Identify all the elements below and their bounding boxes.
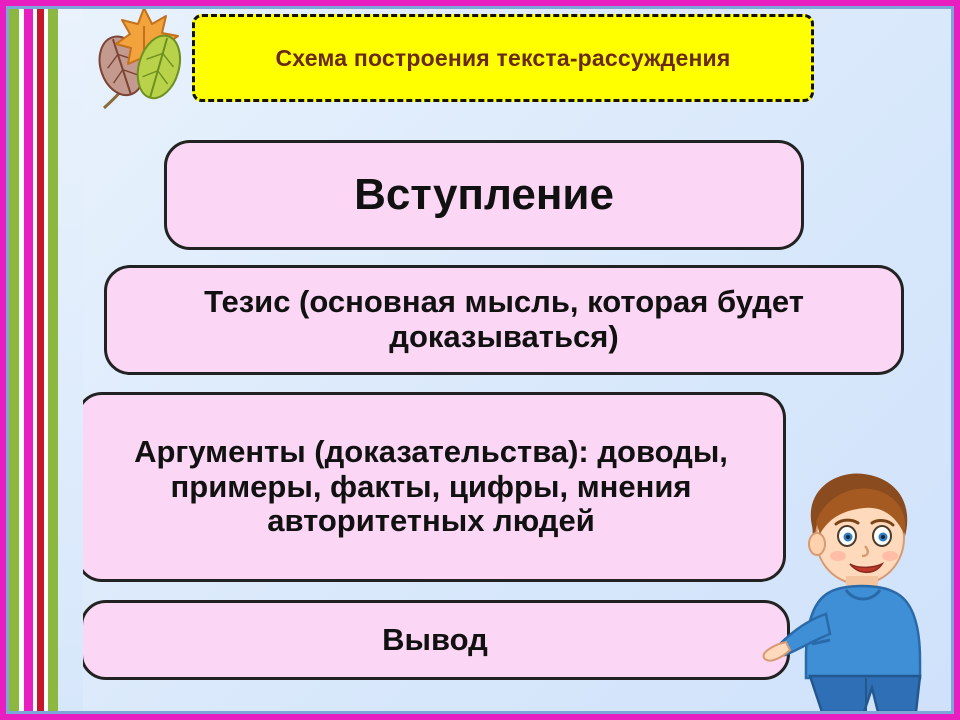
slide-title-banner [192,14,814,102]
diagram-step-arguments-label: Аргументы (доказательства): доводы, примеры, факты, цифры, мнения авторитетных людей [134,433,728,539]
stripe-green-1 [9,9,19,711]
diagram-step-conclusion-label: Вывод [382,621,488,657]
page-title: Схема построения текста-рассуждения [275,44,731,71]
diagram-step-intro-label: Вступление [354,170,614,220]
left-stripe-decoration [9,9,83,711]
stripe-green-2 [48,9,58,711]
stripe-magenta [24,9,33,711]
diagram-step-thesis [104,265,904,375]
boy-character-icon [760,464,950,714]
diagram-step-thesis-label: Тезис (основная мысль, которая будет доказываться) [204,284,804,354]
stripe-background-gap [58,9,83,711]
diagram-step-intro [164,140,804,250]
stripe-red [37,9,44,711]
diagram-step-conclusion [80,600,790,680]
diagram-step-arguments [76,392,786,582]
autumn-leaves-icon [78,4,208,116]
